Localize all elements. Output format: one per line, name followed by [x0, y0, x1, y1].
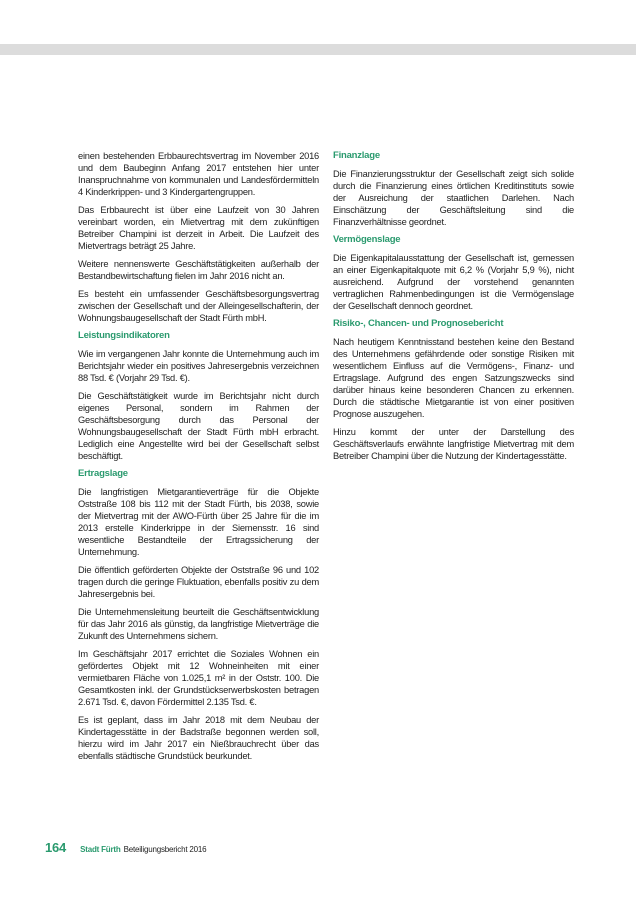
left-column: [78, 150, 319, 768]
heading-leistungsindikatoren: Leistungsindikatoren: [78, 330, 170, 341]
heading-vermoegenslage: Vermögenslage: [333, 234, 401, 245]
right-column: [333, 150, 574, 468]
paragraph: Es besteht ein umfassender Geschäftsbesorgungsvertrag zwischen der Gesellschaft und der Alleingesellschafterin, der Wohnungsbaugesellschaft der Stadt Fürth mbH.: [78, 289, 319, 323]
paragraph: Die öffentlich geförderten Objekte der Oststraße 96 und 102 tragen durch die geringe Fluktuation, ebenfalls positiv zu dem Jahresergebnis bei.: [78, 565, 319, 599]
footer-brand: Stadt Fürth: [80, 845, 121, 854]
paragraph: Die Unternehmensleitung beurteilt die Geschäftsentwicklung für das Jahr 2016 als günstig, da langfristige Mietverträge die Zukunft des Unternehmens sichern.: [78, 607, 319, 641]
paragraph: Weitere nennenswerte Geschäftstätigkeiten außerhalb der Bestandbewirtschaftung fielen im Jahr 2016 nicht an.: [78, 259, 319, 281]
heading-finanzlage: Finanzlage: [333, 150, 380, 161]
heading-ertragslage: Ertragslage: [78, 468, 128, 479]
paragraph: Die langfristigen Mietgarantieverträge für die Objekte Oststraße 108 bis 112 mit der Stadt Fürth, bis 2038, sowie der Mietvertrag mit der AWO-Fürth über 25 Jahre für die im 2013 erstelle Kinderkrippe in der Siemensstr. 16 sind wesentliche Bestandteile der Ertragssicherung der Unternehmung.: [78, 487, 319, 557]
paragraph: Es ist geplant, dass im Jahr 2018 mit dem Neubau der Kindertagesstätte in der Badstraße begonnen werden soll, hierzu wird im Jahr 2017 ein Nießbrauchrecht über das ebenfalls städtische Grundstück beurkundet.: [78, 715, 319, 761]
page-number: 164: [45, 840, 67, 855]
page-footer: [45, 840, 206, 855]
paragraph: Die Geschäftstätigkeit wurde im Berichtsjahr nicht durch eigenes Personal, sondern im Rahmen der Geschäftsbesorgung durch das Personal der Wohnungsbaugesellschaft der Stadt Fürth mbH erbracht. Lediglich eine Angestellte wird bei der Gesellschaft selbst beschäftigt.: [78, 391, 319, 461]
heading-risikobericht: Risiko-, Chancen- und Prognosebericht: [333, 318, 504, 329]
paragraph: Hinzu kommt der unter der Darstellung des Geschäftsverlaufs erwähnte langfristige Mietvertrag mit dem Betreiber Champini über die Nutzung der Kindertagesstätte.: [333, 427, 574, 461]
paragraph: Im Geschäftsjahr 2017 errichtet die Soziales Wohnen ein gefördertes Objekt mit 12 Wohneinheiten mit einer vermietbaren Fläche von 1.025,1 m² in der Oststr. 100. Die Gesamtkosten inkl. der Grundstückserwerbskosten betragen 2.671 Tsd. €, davon Fördermittel 2.135 Tsd. €.: [78, 649, 319, 707]
paragraph: Nach heutigem Kenntnisstand bestehen keine den Bestand des Unternehmens gefährdende oder sonstige Risiken mit wesentlichem Einfluss auf die Vermögens-, Finanz- und Ertragslage. Aufgrund des engen Satzungszwecks sind darüber hinaus keine besonderen Chancen zu erkennen. Durch die städtische Mietgarantie ist von einer positiven Prognose auszugehen.: [333, 337, 574, 419]
paragraph: einen bestehenden Erbbaurechtsvertrag im November 2016 und dem Baubeginn Anfang 2017 entstehen hier unter Inanspruchnahme von kommunalen und Landesfördermitteln 4 Kinderkrippen- und 3 Kindergartengruppen.: [78, 151, 319, 197]
paragraph: Das Erbbaurecht ist über eine Laufzeit von 30 Jahren vereinbart worden, ein Mietvertrag mit dem zukünftigen Betreiber Champini ist derzeit in Arbeit. Die Laufzeit des Mietvertrags beträgt 25 Jahre.: [78, 205, 319, 251]
paragraph: Die Eigenkapitalausstattung der Gesellschaft ist, gemessen an einer Eigenkapitalquote mit 6,2 % (Vorjahr 5,9 %), nicht ausreichend. Aufgrund der vorstehend genannten vertraglichen Rahmenbedingungen ist die Vermögenslage der Gesellschaft dennoch geordnet.: [333, 253, 574, 311]
paragraph: Die Finanzierungsstruktur der Gesellschaft zeigt sich solide durch die Finanzierung eines örtlichen Kreditinstituts sowie der Ausreichung der staatlichen Darlehen. Nach Einschätzung der Geschäftsleitung sind die Finanzverhältnisse geordnet.: [333, 169, 574, 227]
footer-title: Beteiligungsbericht 2016: [123, 845, 207, 854]
top-bar: [0, 44, 636, 55]
paragraph: Wie im vergangenen Jahr konnte die Unternehmung auch im Berichtsjahr wieder ein positives Jahresergebnis verzeichnen 88 Tsd. € (Vorjahr 29 Tsd. €).: [78, 349, 319, 383]
